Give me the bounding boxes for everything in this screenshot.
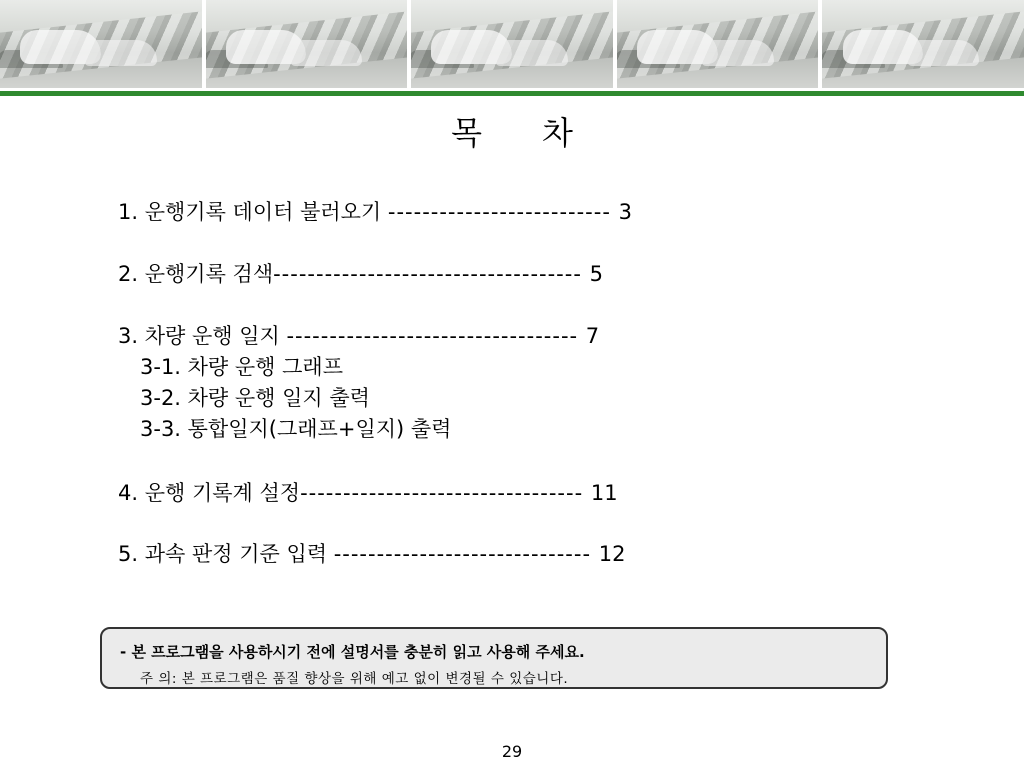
page-title — [0, 108, 1024, 154]
toc-item-label: 4. 운행 기록계 설정 — [118, 481, 301, 505]
title-right: 차 — [542, 114, 573, 152]
toc-page-number: 11 — [590, 481, 618, 505]
toc-item — [118, 258, 603, 288]
header-photo-banner — [0, 0, 1024, 90]
toc-page-number: 3 — [618, 200, 632, 224]
toc-page-number: 7 — [585, 324, 600, 348]
toc-page-number: 12 — [598, 542, 626, 566]
banner-photo — [0, 0, 202, 88]
banner-photo — [411, 0, 613, 88]
notice-caution: 주 의: 본 프로그램은 품질 향상을 위해 예고 없이 변경될 수 있습니다. — [140, 671, 569, 687]
toc-item-label: 5. 과속 판정 기준 입력 — [118, 542, 334, 566]
header-divider — [0, 91, 1024, 96]
banner-photo — [206, 0, 408, 88]
notice-instruction: - 본 프로그램을 사용하시기 전에 설명서를 충분히 읽고 사용해 주세요. — [120, 643, 585, 661]
toc-sub-item: 3-2. 차량 운행 일지 출력 — [140, 386, 370, 410]
toc-page-number: 5 — [589, 262, 603, 286]
banner-photo — [617, 0, 819, 88]
toc-item-label: 1. 운행기록 데이터 불러오기 — [118, 200, 388, 224]
toc-item — [118, 538, 625, 568]
toc-leader: -------------------------- — [387, 200, 619, 224]
notice-box — [100, 627, 888, 689]
toc-leader: ---------------------------------- — [286, 324, 586, 348]
toc-item-label: 2. 운행기록 검색 — [118, 262, 274, 286]
toc-leader: ------------------------------ — [333, 542, 599, 566]
toc-sub-item: 3-3. 통합일지(그래프+일지) 출력 — [140, 417, 452, 441]
toc-item-label: 3. 차량 운행 일지 — [118, 324, 287, 348]
toc-sub-item: 3-1. 차량 운행 그래프 — [140, 355, 344, 379]
toc-leader: --------------------------------- — [300, 481, 591, 505]
toc-item — [118, 196, 632, 226]
toc-leader: ------------------------------------ — [273, 262, 590, 286]
page-number: 29 — [501, 742, 523, 761]
toc-item — [118, 320, 599, 350]
toc-item — [118, 477, 618, 507]
title-left: 목 — [451, 114, 482, 152]
banner-photo — [822, 0, 1024, 88]
